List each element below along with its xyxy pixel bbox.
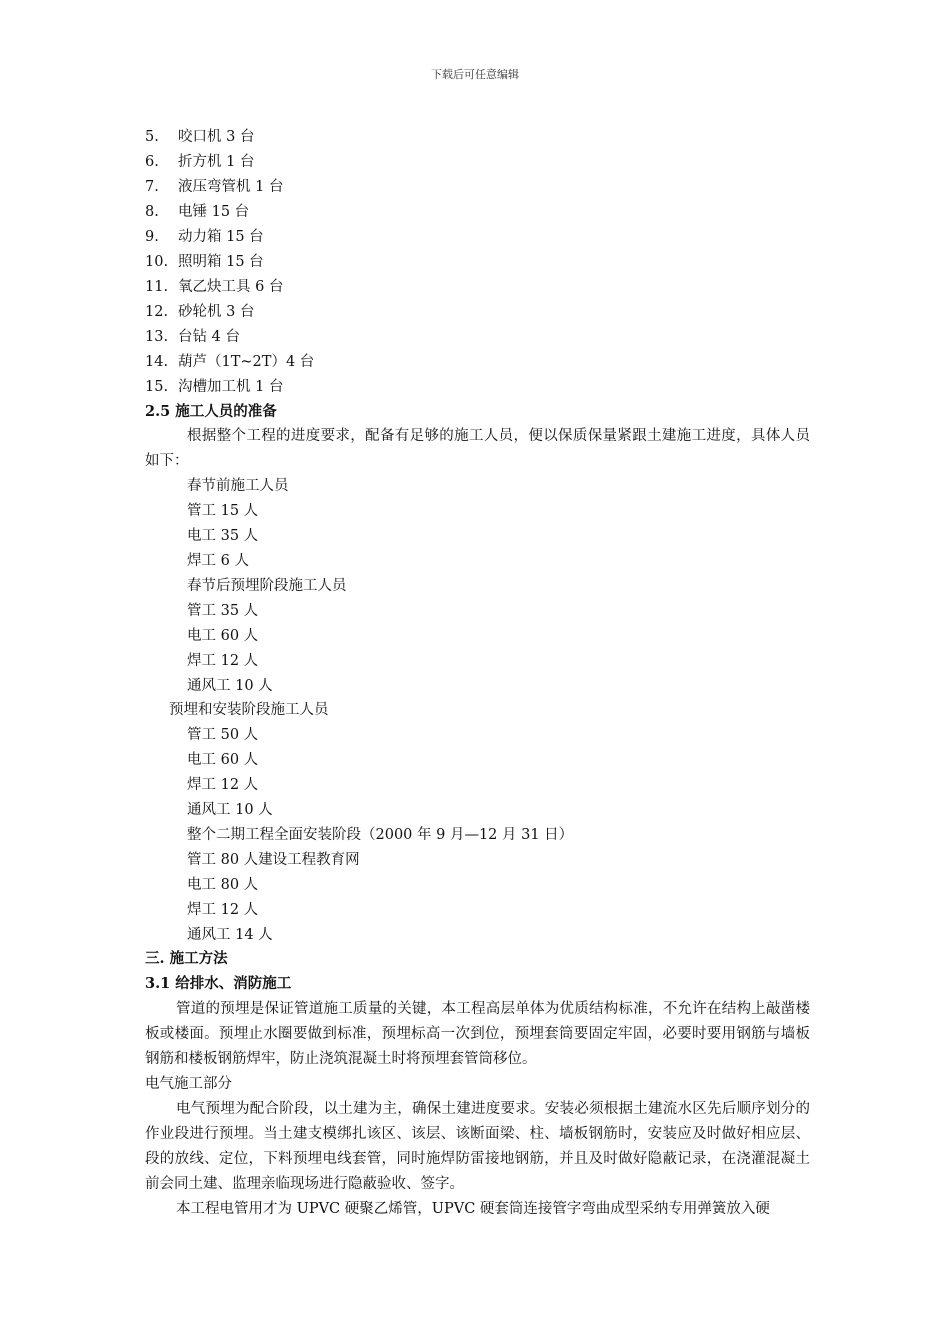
staff-line: 焊工 12 人 xyxy=(187,653,259,669)
list-item xyxy=(145,377,283,397)
staff-line: 焊工 12 人 xyxy=(187,777,259,793)
list-item-text: 沟槽加工机 1 台 xyxy=(178,379,284,395)
staff-line: 焊工 12 人 xyxy=(187,902,259,918)
list-item xyxy=(145,227,264,247)
list-item-number: 10. xyxy=(145,254,169,270)
list-item-number: 12. xyxy=(145,304,169,320)
staff-line: 通风工 10 人 xyxy=(187,678,273,694)
paragraph: 电气预埋为配合阶段，以土建为主，确保土建进度要求。安装必须根据土建流水区先后顺序划分的作业段进行预埋。当土建支模绑扎该区、该层、该断面梁、柱、墙板钢筋时，安装应及时做好相应层、段的放线、定位，下料预埋电线套管，同时施焊防雷接地钢筋，并且及时做好隐蔽记录，在浇灌混凝土前会同土建、监理亲临现场进行隐蔽验收、签字。 xyxy=(145,1101,810,1192)
list-item xyxy=(145,127,254,147)
paragraph: 管道的预埋是保证管道施工质量的关键，本工程高层单体为优质结构标准，不允许在结构上敲凿楼板或楼面。预埋止水圈要做到标准，预埋标高一次到位，预埋套筒要固定牢固，必要时要用钢筋与墙板钢筋和楼板钢筋焊牢，防止浇筑混凝土时将预埋套管筒移位。 xyxy=(145,1001,810,1067)
staff-line: 管工 35 人 xyxy=(187,603,259,619)
list-item-number: 14. xyxy=(145,354,169,370)
list-item-text: 台钻 4 台 xyxy=(178,329,240,345)
list-item xyxy=(145,152,254,172)
list-item-number: 5. xyxy=(145,129,159,145)
list-item-text: 葫芦（1T~2T）4 台 xyxy=(178,354,315,370)
staff-line: 管工 80 人建设工程教育网 xyxy=(187,852,360,868)
staff-line: 电工 60 人 xyxy=(187,752,259,768)
staff-line: 管工 50 人 xyxy=(187,727,259,743)
list-item-number: 15. xyxy=(145,379,169,395)
subsection-heading: 3.1 给排水、消防施工 xyxy=(145,975,292,992)
list-item-number: 6. xyxy=(145,154,159,170)
page-header: 下载后可任意编辑 xyxy=(431,68,519,81)
intro-paragraph: 根据整个工程的进度要求，配备有足够的施工人员，便以保质保量紧跟土建施工进度，具体人员如下： xyxy=(145,428,810,469)
list-item-text: 液压弯管机 1 台 xyxy=(178,179,284,195)
list-item xyxy=(145,177,283,197)
staff-line: 整个二期工程全面安装阶段（2000 年 9 月—12 月 31 日） xyxy=(187,827,574,843)
list-item-text: 折方机 1 台 xyxy=(178,154,255,170)
paragraph: 本工程电管用才为 UPVC 硬聚乙烯管，UPVC 硬套筒连接管字弯曲成型采纳专用弹簧放入硬 xyxy=(176,1201,770,1217)
staff-line: 电工 80 人 xyxy=(187,877,259,893)
staff-line: 焊工 6 人 xyxy=(187,553,249,569)
list-item xyxy=(145,327,240,347)
staff-line: 春节后预埋阶段施工人员 xyxy=(187,578,347,594)
staff-line: 电工 60 人 xyxy=(187,628,259,644)
list-item-number: 13. xyxy=(145,329,169,345)
list-item xyxy=(145,252,264,272)
section-heading: 2.5 施工人员的准备 xyxy=(145,403,277,420)
staff-line: 预埋和安装阶段施工人员 xyxy=(169,702,329,718)
staff-line: 管工 15 人 xyxy=(187,503,259,519)
subsection-heading: 电气施工部分 xyxy=(145,1076,232,1092)
section-heading: 三. 施工方法 xyxy=(145,950,228,967)
list-item-number: 11. xyxy=(145,279,169,295)
staff-line: 通风工 14 人 xyxy=(187,927,273,943)
list-item xyxy=(145,302,254,322)
list-item-text: 砂轮机 3 台 xyxy=(178,304,255,320)
list-item-text: 电锤 15 台 xyxy=(178,204,250,220)
list-item-number: 9. xyxy=(145,229,159,245)
staff-line: 通风工 10 人 xyxy=(187,802,273,818)
list-item-text: 咬口机 3 台 xyxy=(178,129,255,145)
list-item xyxy=(145,202,249,222)
staff-line: 电工 35 人 xyxy=(187,528,259,544)
list-item-number: 8. xyxy=(145,204,159,220)
list-item xyxy=(145,277,283,297)
list-item-text: 动力箱 15 台 xyxy=(178,229,264,245)
list-item xyxy=(145,352,314,372)
list-item-number: 7. xyxy=(145,179,159,195)
list-item-text: 氧乙炔工具 6 台 xyxy=(178,279,284,295)
staff-line: 春节前施工人员 xyxy=(187,478,289,494)
list-item-text: 照明箱 15 台 xyxy=(178,254,264,270)
